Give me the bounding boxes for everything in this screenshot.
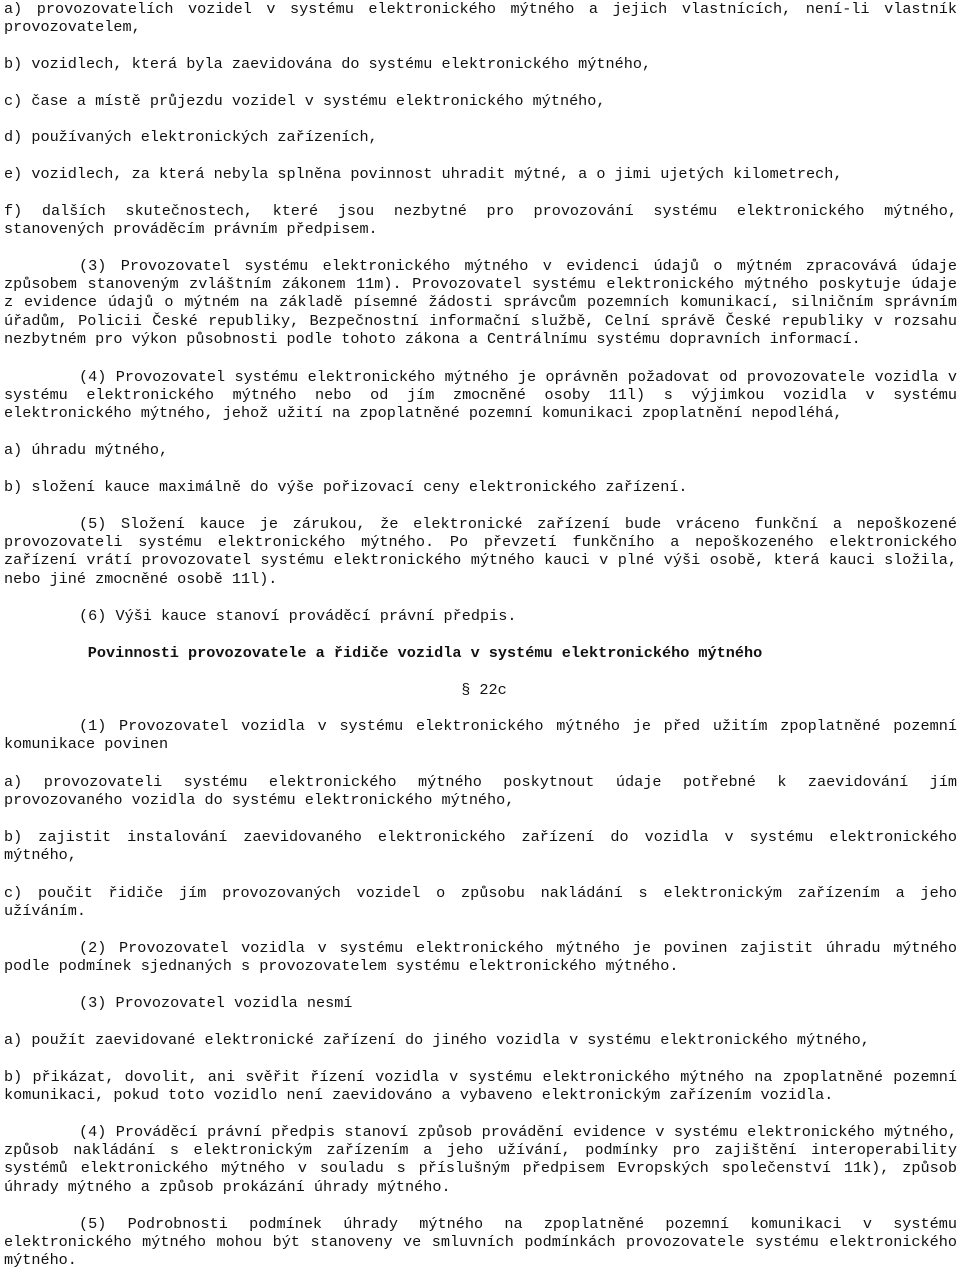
list-item-a-toll-payment: a) úhradu mýtného, xyxy=(4,441,169,459)
list-item-e-unpaid: e) vozidlech, za která nebyla splněna povinnost uhradit mýtné, a o jimi ujetých kilometrech, xyxy=(4,165,843,183)
list-item-b-install-device: b) zajistit instalování zaevidovaného elektronického zařízení do vozidla v systému elektronického mýtného, xyxy=(4,828,957,865)
paragraph-1-operator-duties: (1) Provozovatel vozidla v systému elektronického mýtného je před užitím zpoplatněné pozemní komunikace povinen xyxy=(4,717,957,754)
paragraph-3-evidence: (3) Provozovatel systému elektronického mýtného v evidenci údajů o mýtném zpracovává údaje způsobem stanoveným zvláštním zákonem 11m). Provozovatel systému elektronického mýtného poskytuje údaje z evidence údajů o mýtném na základě písemné žádosti správcům pozemních komunikací, silničním správním úřadům, Policii České republiky, Bezpečnostní informační službě, Celní správě České republiky v rozsahu nezbytném pro výkon působnosti podle tohoto zákona a Centrálnímu systému dopravních informací. xyxy=(4,257,957,348)
list-item-f-other-facts: f) dalších skutečnostech, které jsou nezbytné pro provozování systému elektronického mýtného, stanovených prováděcím právním předpisem. xyxy=(4,202,957,239)
list-item-b-deposit: b) složení kauce maximálně do výše pořizovací ceny elektronického zařízení. xyxy=(4,478,688,496)
paragraph-4-implementing-regulation: (4) Prováděcí právní předpis stanoví způsob provádění evidence v systému elektronického mýtného, způsob nakládání s elektronickým zařízením a jeho užívání, podmínky pro zajištění interoperability systémů elektronického mýtného v souladu s příslušným předpisem Evropských společenství 11k), způsob úhrady mýtného a způsob prokázání úhrady mýtného. xyxy=(4,1123,957,1196)
list-item-b-vehicles: b) vozidlech, která byla zaevidována do systému elektronického mýtného, xyxy=(4,55,652,73)
section-number: § 22c xyxy=(461,681,507,699)
paragraph-4-toll-request: (4) Provozovatel systému elektronického mýtného je oprávněn požadovat od provozovatele vozidla v systému elektronického mýtného nebo od jím zmocněné osoby 11l) s výjimkou vozidla v systému elektronického mýtného, jehož užití na zpoplatněné pozemní komunikaci zpoplatnění nepodléhá, xyxy=(4,368,957,423)
list-item-c-instruct-drivers: c) poučit řidiče jím provozovaných vozidel o způsobu nakládání s elektronickým zařízením a jeho užíváním. xyxy=(4,884,957,921)
paragraph-5-deposit: (5) Složení kauce je zárukou, že elektronické zařízení bude vráceno funkční a nepoškozené provozovateli systému elektronického mýtného. Po převzetí funkčního a nepoškozeného elektronického zařízení vrátí provozovatel systému elektronického mýtného kauci v plné výši osobě, která kauci složila, nebo jiné zmocněné osobě 11l). xyxy=(4,515,957,588)
list-item-a-operators: a) provozovatelích vozidel v systému elektronického mýtného a jejich vlastnících, není-li vlastník provozovatelem, xyxy=(4,0,957,37)
list-item-d-devices: d) používaných elektronických zařízeních, xyxy=(4,128,378,146)
paragraph-2-payment-duty: (2) Provozovatel vozidla v systému elektronického mýtného je povinen zajistit úhradu mýtného podle podmínek sjednaných s provozovatelem systému elektronického mýtného. xyxy=(4,939,957,976)
list-item-a-provide-data: a) provozovateli systému elektronického mýtného poskytnout údaje potřebné k zaevidování jím provozovaného vozidla do systému elektronického mýtného, xyxy=(4,773,957,810)
paragraph-6-deposit-amount: (6) Výši kauce stanoví prováděcí právní předpis. xyxy=(79,607,517,625)
paragraph-5-payment-conditions: (5) Podrobnosti podmínek úhrady mýtného na zpoplatněné pozemní komunikaci v systému elektronického mýtného mohou být stanoveny ve smluvních podmínkách provozovatele systému elektronického mýtného. xyxy=(4,1215,957,1270)
list-item-a-other-vehicle: a) použít zaevidované elektronické zařízení do jiného vozidla v systému elektronického mýtného, xyxy=(4,1031,870,1049)
section-heading: Povinnosti provozovatele a řidiče vozidla v systému elektronického mýtného xyxy=(87,644,763,662)
list-item-c-time-place: c) čase a místě průjezdu vozidel v systému elektronického mýtného, xyxy=(4,92,606,110)
list-item-b-drive-permit: b) přikázat, dovolit, ani svěřit řízení vozidla v systému elektronického mýtného na zpoplatněné pozemní komunikaci, pokud toto vozidlo není zaevidováno a vybaveno elektronickým zařízením vozidla. xyxy=(4,1068,957,1105)
paragraph-3-prohibitions: (3) Provozovatel vozidla nesmí xyxy=(79,994,353,1012)
